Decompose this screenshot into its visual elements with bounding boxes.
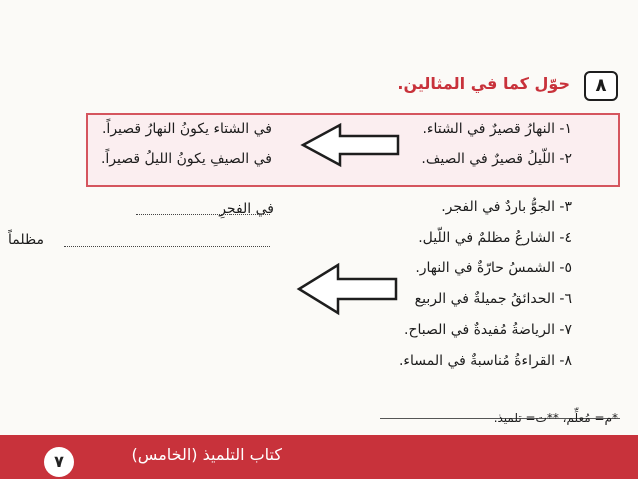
page-number: ٧	[44, 447, 74, 477]
footnote: *م= مُعلِّم، **ت= تلميذ.	[493, 411, 618, 425]
footer-band	[0, 435, 638, 479]
exercise-sentence-6: ٦- الحدائقُ جميلةٌ في الربيع	[414, 291, 572, 307]
left-arrow-icon	[300, 122, 400, 168]
answer-line-1[interactable]	[136, 214, 270, 215]
answer-line-2[interactable]	[64, 246, 270, 247]
exercise-sentence-7: ٧- الرياضةُ مُفيدةٌ في الصباح.	[404, 322, 572, 338]
left-arrow-icon	[296, 262, 398, 316]
example-sentence-1: ١- النهارُ قصيرٌ في الشتاء.	[422, 121, 572, 137]
answer-hint-1: في الفجرِ	[219, 201, 274, 217]
exercise-sentence-5: ٥- الشمسُ حارّةٌ في النهار.	[415, 260, 572, 276]
exercise-sentence-8: ٨- القراءةُ مُناسبةٌ في المساء.	[398, 353, 572, 369]
exercise-sentence-3: ٣- الجوُّ باردٌ في الفجر.	[441, 199, 572, 215]
exercise-sentence-4: ٤- الشارعُ مظلمٌ في اللّيل.	[418, 230, 572, 246]
answer-hint-2: مظلماً	[8, 232, 44, 248]
exercise-instruction: حوّل كما في المثالين.	[397, 74, 570, 93]
book-title: كتاب التلميذ (الخامس)	[131, 445, 282, 464]
example-result-1: في الشتاء يكونُ النهارُ قصيراً.	[101, 121, 272, 137]
example-result-2: في الصيفِ يكونُ الليلُ قصيراً.	[100, 151, 272, 167]
exercise-number-badge: ٨	[584, 71, 618, 101]
example-sentence-2: ٢- اللّيلُ قصيرٌ في الصيف.	[421, 151, 572, 167]
